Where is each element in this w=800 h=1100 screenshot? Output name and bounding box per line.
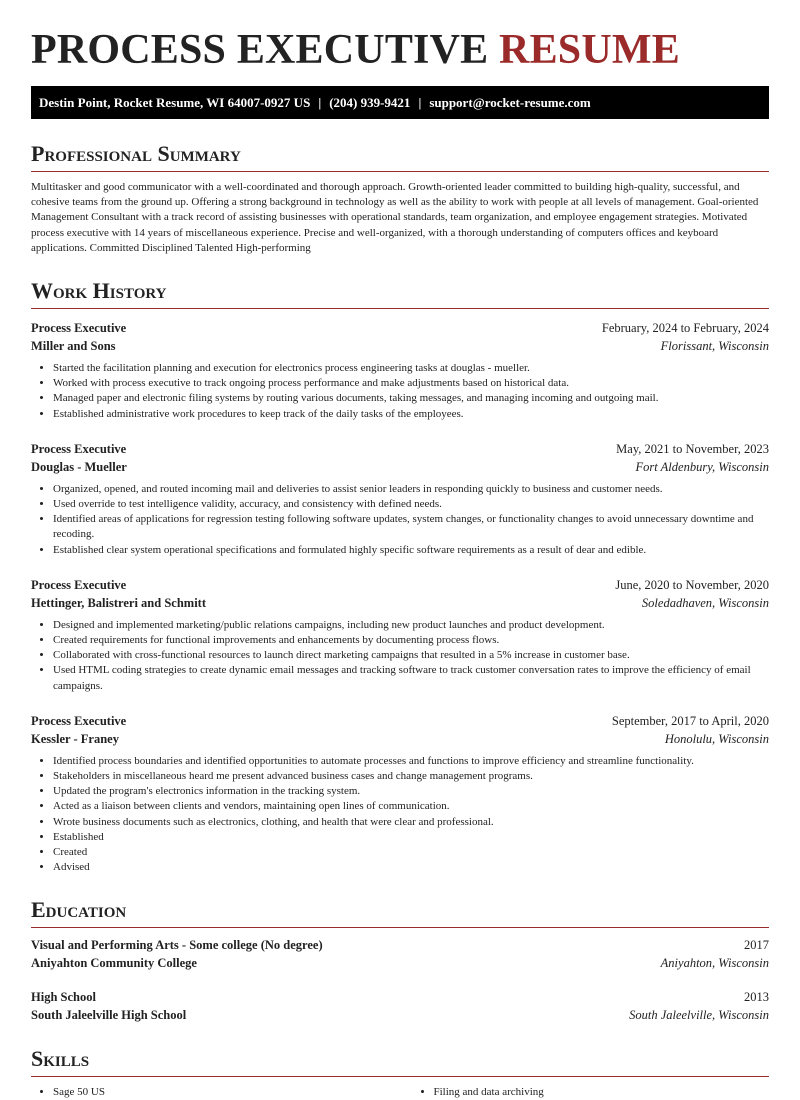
contact-email[interactable]: support@rocket-resume.com <box>429 95 591 110</box>
job-bullet: • Started the facilitation planning and execution for electronics process engineering tasks at douglas - mueller. <box>53 361 769 376</box>
job-bullet: • Stakeholders in miscellaneous heard me present advanced business cases and change management programs. <box>53 769 769 784</box>
skill-item: • Filing and data archiving <box>434 1085 770 1100</box>
contact-separator: | <box>318 95 322 110</box>
job-location: Honolulu, Wisconsin <box>664 731 769 746</box>
summary-heading: Professional Summary <box>31 141 769 172</box>
job-bullet: • Designed and implemented marketing/public relations campaigns, including new product launches and product development. <box>53 618 769 633</box>
education-degree: Visual and Performing Arts - Some college (No degree) <box>31 938 323 953</box>
education-location: Aniyahton, Wisconsin <box>660 956 769 971</box>
job-company: Hettinger, Balistreri and Schmitt <box>31 595 206 610</box>
job-bullet: • Established <box>53 830 769 845</box>
job-bullet: • Created requirements for functional improvements and enhancements by documenting process flows. <box>53 633 769 648</box>
skills-list-left <box>31 1085 389 1100</box>
education-year: 2013 <box>744 990 769 1005</box>
title-main: PROCESS EXECUTIVE <box>31 27 489 73</box>
job-bullet: • Used override to test intelligence validity, accuracy, and consistency with defined needs. <box>53 497 769 512</box>
job-bullet: • Used HTML coding strategies to create dynamic email messages and tracking software to track customer conversation rates to improve the efficiency of email campaigns. <box>53 663 769 693</box>
work-history-section <box>31 278 769 875</box>
job-bullet: • Acted as a liaison between clients and vendors, maintaining open lines of communication. <box>53 799 769 814</box>
job-title: Process Executive <box>31 577 127 592</box>
job-bullet: • Established administrative work procedures to keep track of the daily tasks of the employees. <box>53 407 769 422</box>
job-entry <box>31 440 769 558</box>
skills-list-right <box>412 1085 770 1100</box>
job-bullet: • Managed paper and electronic filing systems by routing various documents, taking messages, and managing incoming and outgoing mail. <box>53 391 769 406</box>
job-location: Fort Aldenbury, Wisconsin <box>635 459 769 474</box>
job-bullet: • Worked with process executive to track ongoing process performance and make adjustments based on historical data. <box>53 376 769 391</box>
job-dates: May, 2021 to November, 2023 <box>616 441 769 456</box>
skills-heading: Skills <box>31 1046 769 1077</box>
contact-address: Destin Point, Rocket Resume, WI 64007-0927 US <box>39 95 311 110</box>
education-entry <box>31 936 769 972</box>
job-bullet: • Identified process boundaries and identified opportunities to automate processes and functions to improve efficiency and streamline functionality. <box>53 754 769 769</box>
resume-title <box>31 26 769 74</box>
job-bullet: • Collaborated with cross-functional resources to launch direct marketing campaigns that resulted in a 5% increase in customer base. <box>53 648 769 663</box>
education-heading: Education <box>31 897 769 928</box>
skills-columns <box>31 1085 769 1100</box>
education-location: South Jaleelville, Wisconsin <box>629 1008 769 1023</box>
job-dates: February, 2024 to February, 2024 <box>601 321 769 336</box>
job-entry <box>31 576 769 694</box>
job-bullet: • Identified areas of applications for regression testing following software updates, system changes, or functionality changes to avoid unnecessary downtime and recoding. <box>53 512 769 542</box>
job-dates: June, 2020 to November, 2020 <box>615 577 769 592</box>
education-year: 2017 <box>744 938 769 953</box>
skills-section <box>31 1046 769 1100</box>
contact-separator: | <box>418 95 422 110</box>
job-title: Process Executive <box>31 321 127 336</box>
job-company: Kessler - Franey <box>31 731 119 746</box>
job-location: Soledadhaven, Wisconsin <box>641 595 769 610</box>
job-bullets <box>31 482 769 558</box>
summary-text: Multitasker and good communicator with a well-coordinated and thorough approach. Growth-oriented leader committed to building high-quality, successful, and cohesive teams from the ground up. Offering a strong background in technology as well as the ability to work with people at all levels of management. Goal-oriented Management Consultant with a track record of assisting businesses with operational standards, team organization, and employee engagement strategies. Motivated process executive with 14 years of miscellaneous experience. Precise and well-organized, with a thorough understanding of computers offices and keyboard applications. Committed Disciplined Talented High-performing <box>31 181 759 254</box>
skill-item: • Sage 50 US <box>53 1085 389 1100</box>
job-bullets <box>31 754 769 876</box>
title-accent: RESUME <box>499 27 680 73</box>
education-school: South Jaleelville High School <box>31 1008 187 1023</box>
job-bullet: • Established clear system operational specifications and formulated highly specific software requirements as a result of dear and edible. <box>53 543 769 558</box>
job-bullet: • Advised <box>53 860 769 875</box>
job-entry <box>31 712 769 876</box>
job-bullet: • Wrote business documents such as electronics, clothing, and health that were clear and professional. <box>53 815 769 830</box>
job-location: Florissant, Wisconsin <box>660 339 769 354</box>
contact-bar <box>31 86 769 119</box>
job-bullet: • Updated the program's electronics information in the tracking system. <box>53 784 769 799</box>
contact-phone: (204) 939-9421 <box>329 95 411 110</box>
job-bullet: • Organized, opened, and routed incoming mail and deliveries to assist senior leaders in responding quickly to business and customer needs. <box>53 482 769 497</box>
job-company: Miller and Sons <box>31 339 116 354</box>
resume-page <box>31 0 769 1100</box>
education-entry <box>31 988 769 1024</box>
job-bullet: • Created <box>53 845 769 860</box>
summary-section <box>31 141 769 256</box>
job-title: Process Executive <box>31 713 127 728</box>
education-school: Aniyahton Community College <box>31 956 197 971</box>
job-entry <box>31 319 769 422</box>
job-bullets <box>31 618 769 694</box>
job-bullets <box>31 361 769 422</box>
job-dates: September, 2017 to April, 2020 <box>611 713 769 728</box>
education-section <box>31 897 769 1024</box>
job-title: Process Executive <box>31 441 127 456</box>
education-degree: High School <box>31 990 96 1005</box>
job-company: Douglas - Mueller <box>31 459 127 474</box>
work-history-heading: Work History <box>31 278 769 309</box>
